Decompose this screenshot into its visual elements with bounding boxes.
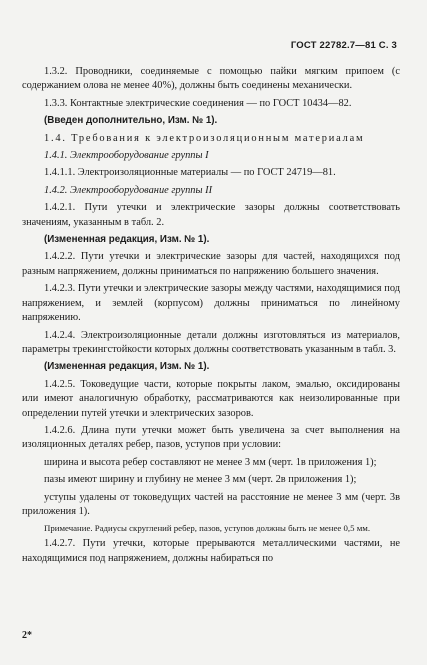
paragraph: 1.3.3. Контактные электрические соединения — по ГОСТ 10434—82.	[44, 97, 352, 109]
page-footer-mark: 2*	[22, 630, 32, 641]
paragraph: 1.4.2.5. Токоведущие части, которые покрыты лаком, эмалью, оксидированы или имеют аналогичную обработку, рассматриваются как неизолированные при определении путей утечки и электрических зазоров.	[22, 378, 400, 419]
paragraph: 1.4.2.3. Пути утечки и электрические зазоры между частями, находящимися под напряжением, и землей (корпусом) должны приниматься по линейному напряжению.	[22, 283, 400, 324]
document-body	[22, 65, 400, 569]
paragraph: 1.4.2.4. Электроизоляционные детали должны изготовляться из материалов, параметры трекингстойкости которых должны соответствовать указанным в табл. 3.	[22, 329, 400, 355]
paragraph: 1.4.2.6. Длина пути утечки может быть увеличена за счет выполнения на изоляционных деталях ребер, пазов, уступов при условии:	[22, 424, 400, 451]
paragraph: (Измененная редакция, Изм. № 1).	[44, 234, 210, 246]
paragraph: (Введен дополнительно, Изм. № 1).	[44, 115, 218, 127]
paragraph: 1.3.2. Проводники, соединяемые с помощью пайки мягким припоем (с содержанием олова не менее 40%), должны быть соединены механически.	[22, 66, 400, 92]
page-header: ГОСТ 22782.7—81 С. 3	[290, 40, 397, 51]
paragraph: 1.4.2.1. Пути утечки и электрические зазоры должны соответствовать значениям, указанным в табл. 2.	[22, 202, 400, 228]
paragraph: ширина и высота ребер составляют не менее 3 мм (черт. 1в приложения 1);	[44, 456, 377, 468]
paragraph: пазы имеют ширину и глубину не менее 3 мм (черт. 2в приложения 1);	[44, 474, 357, 486]
paragraph: Примечание. Радиусы скруглений ребер, пазов, уступов должны быть не менее 0,5 мм.	[44, 523, 371, 534]
paragraph: 1.4.2.2. Пути утечки и электрические зазоры для частей, находящихся под разным напряжением, должны приниматься по напряжению большего значения.	[22, 251, 400, 277]
paragraph: 1.4.1. Электрооборудование группы I	[44, 150, 209, 162]
paragraph: 1.4.2.7. Пути утечки, которые прерываются металлическими частями, не находящимися под напряжением, должны набираться по	[22, 538, 400, 564]
paragraph: уступы удалены от токоведущих частей на расстояние не менее 3 мм (черт. 3в приложения 1).	[22, 491, 400, 517]
paragraph: 1.4.2. Электрооборудование группы II	[44, 184, 213, 196]
paragraph: 1.4. Требования к электроизоляционным материалам	[44, 132, 365, 144]
paragraph: (Измененная редакция, Изм. № 1).	[44, 361, 210, 373]
paragraph: 1.4.1.1. Электроизоляционные материалы — по ГОСТ 24719—81.	[44, 167, 336, 179]
